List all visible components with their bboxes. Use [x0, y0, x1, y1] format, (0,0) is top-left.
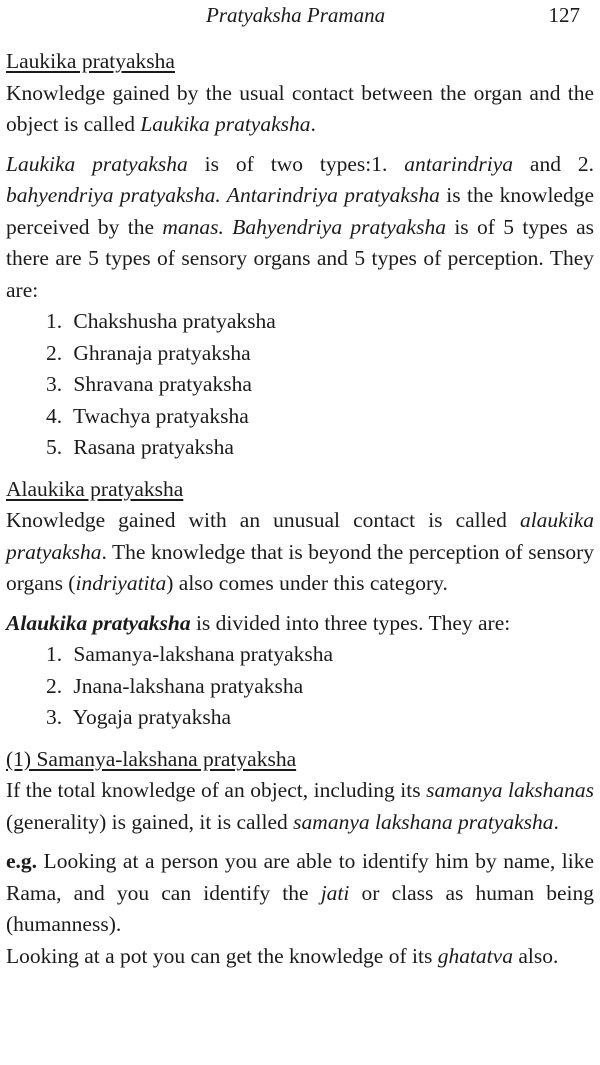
- text-run: .: [553, 809, 559, 834]
- list-item-text: Samanya-lakshana pratyaksha: [73, 642, 334, 666]
- list-item: [46, 671, 594, 703]
- text-run: also.: [512, 943, 559, 968]
- section-heading-laukika: Laukika pratyaksha: [6, 49, 175, 73]
- text-run: (generality) is gained, it is called: [6, 809, 294, 834]
- list-item: [46, 432, 594, 464]
- emphasis-text: samanya lakshana pratyaksha: [293, 809, 554, 834]
- text-run: . The knowledge that is beyond the perception of sensory organs (: [6, 539, 594, 595]
- list-number: 3.: [46, 372, 63, 396]
- list-number: 1.: [46, 309, 63, 333]
- paragraph: [6, 78, 594, 141]
- list-number: 2.: [46, 673, 63, 698]
- text-run: If the total knowledge of an object, including its: [6, 778, 427, 802]
- list-item-text: Rasana pratyaksha: [73, 435, 234, 459]
- emphasis-text: Laukika pratyaksha: [6, 151, 188, 176]
- emphasis-text: Alaukika pratyaksha: [6, 610, 191, 635]
- section-heading-samanya-lakshana: (1) Samanya-lakshana pratyaksha: [6, 746, 297, 771]
- paragraph: [6, 505, 594, 600]
- text-run: Knowledge gained with an unusual contact is called: [6, 508, 520, 532]
- paragraph: [6, 941, 594, 973]
- text-run: is divided into three types. They are:: [190, 610, 511, 635]
- emphasis-text: ghatatva: [437, 943, 513, 968]
- emphasis-text: [6, 611, 191, 635]
- page-body: [6, 46, 594, 972]
- text-run: .: [310, 112, 316, 136]
- text-run: and 2.: [513, 151, 594, 176]
- text-run: Looking at a person you are able to identify him by name, like Rama, and you can identify the: [6, 849, 594, 905]
- running-header: [6, 0, 594, 30]
- list-number: 4.: [46, 403, 63, 428]
- text-run: is of two types:1.: [187, 151, 405, 176]
- section-heading-alaukika: Alaukika pratyaksha: [6, 476, 184, 501]
- numbered-list-alaukika: [6, 639, 594, 734]
- list-item: [46, 369, 594, 401]
- text-run: or class as human being (humanness).: [6, 880, 594, 936]
- emphasis-text: Laukika pratyaksha: [140, 112, 311, 136]
- list-item-text: Jnana-lakshana pratyaksha: [73, 673, 304, 698]
- list-number: 5.: [46, 435, 63, 459]
- paragraph: [6, 608, 594, 640]
- emphasis-text: antarindriya: [404, 151, 513, 176]
- emphasis-text: manas. Bahyendriya pratyaksha: [162, 214, 446, 239]
- list-item: [46, 401, 594, 433]
- text-run: Looking at a pot you can get the knowledge of its: [6, 943, 438, 968]
- list-item-text: Ghranaja pratyaksha: [73, 340, 251, 365]
- emphasis-text: samanya lakshanas: [426, 778, 594, 802]
- emphasis-text: bahyendriya pratyaksha. Antarindriya pratyaksha: [6, 183, 440, 207]
- paragraph: [6, 846, 594, 941]
- list-item: [46, 338, 594, 370]
- list-number: 3.: [46, 705, 63, 729]
- numbered-list-laukika: [6, 306, 594, 464]
- text-run: is of 5 types as there are 5 types of sensory organs and 5 types of perception. They are:: [6, 214, 594, 302]
- text-run: ) also comes under this category.: [166, 571, 448, 595]
- emphasis-text: indriyatita: [75, 571, 167, 595]
- emphasis-text: e.g.: [6, 849, 38, 873]
- paragraph: [6, 775, 594, 838]
- emphasis-text: jati: [320, 880, 350, 905]
- running-title: Pratyaksha Pramana: [206, 3, 386, 27]
- emphasis-text: alaukika pratyaksha: [6, 508, 594, 564]
- text-run: Knowledge gained by the usual contact between the organ and the object is called: [6, 80, 594, 136]
- page-number: 127: [548, 3, 580, 27]
- paragraph: [6, 149, 594, 307]
- list-item: [46, 639, 594, 671]
- list-item: [46, 702, 594, 734]
- list-item-text: Twachya pratyaksha: [73, 403, 249, 428]
- list-item: [46, 306, 594, 338]
- text-run: is the knowledge perceived by the: [6, 183, 594, 239]
- list-item-text: Yogaja pratyaksha: [72, 705, 232, 729]
- list-number: 1.: [46, 642, 63, 666]
- list-number: 2.: [46, 340, 63, 365]
- list-item-text: Shravana pratyaksha: [73, 372, 252, 396]
- list-item-text: Chakshusha pratyaksha: [73, 309, 276, 333]
